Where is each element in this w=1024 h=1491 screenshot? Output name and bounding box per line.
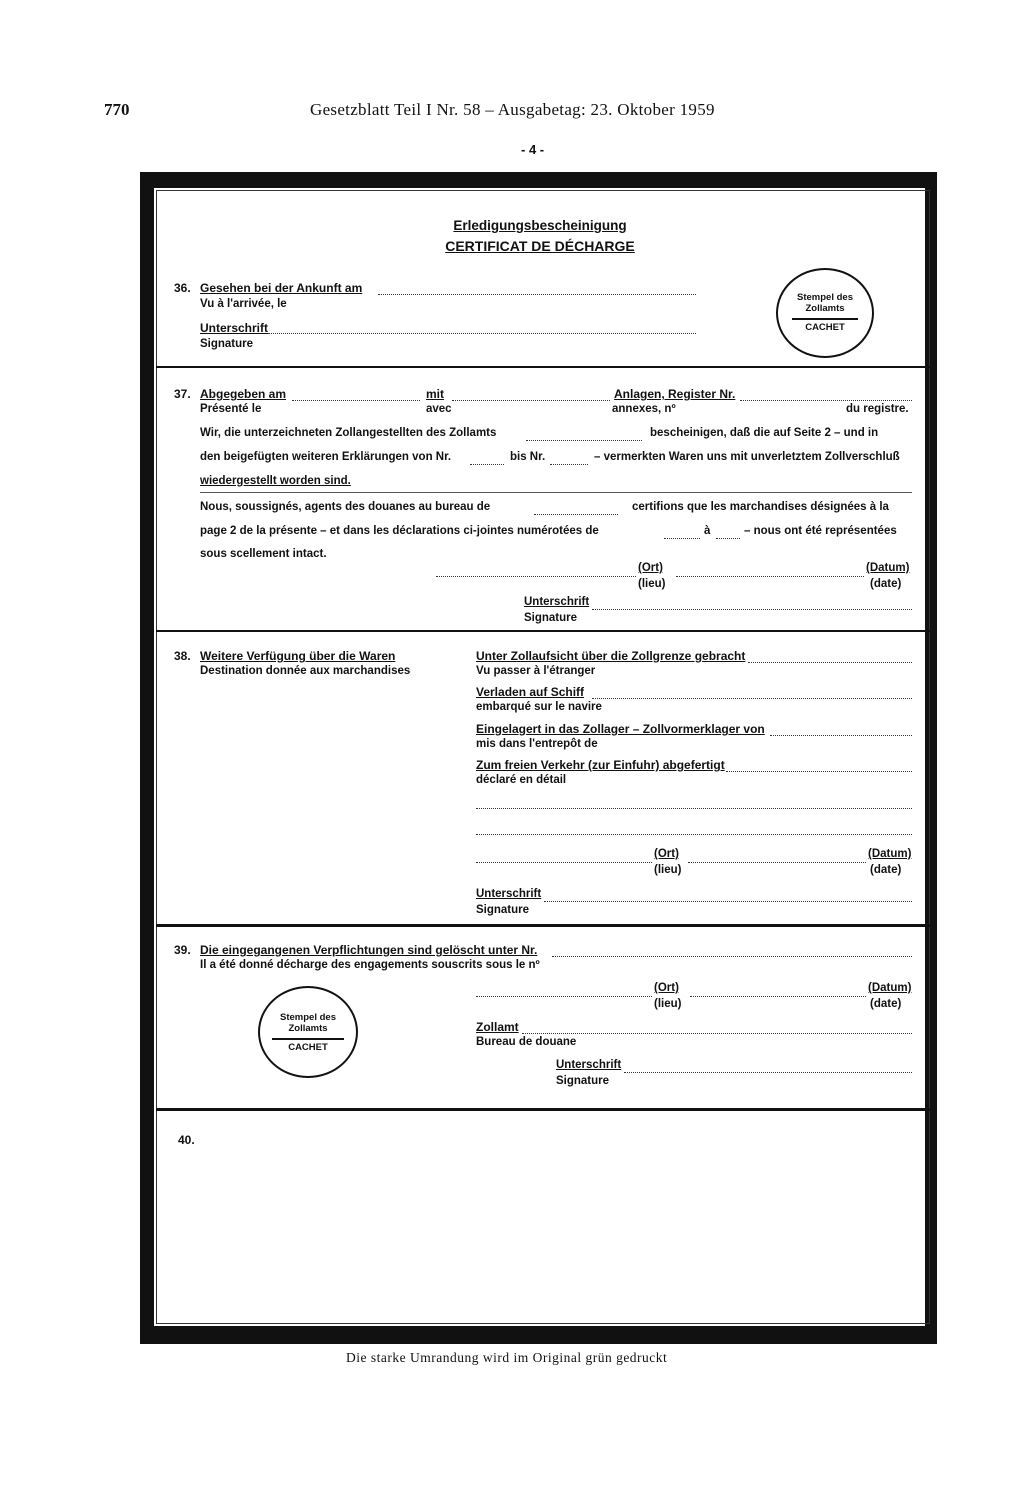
- s37-decl-to-field[interactable]: [550, 464, 588, 465]
- stamp-text-line2: Zollamts: [805, 303, 845, 314]
- s38-option-3-fr: mis dans l'entrepôt de: [476, 738, 598, 750]
- s37-annex-label: Anlagen, Register Nr.: [614, 387, 736, 401]
- s37-fr-text-1b: certifions que les marchandises désignées à la: [632, 501, 889, 513]
- section-37-number: 37.: [174, 387, 191, 401]
- s37-de-text-2a: den beigefügten weiteren Erklärungen von Nr.: [200, 451, 452, 463]
- s38-option-4: Zum freien Verkehr (zur Einfuhr) abgefertigt: [476, 758, 725, 772]
- s37-decl-from-field[interactable]: [470, 464, 504, 465]
- s37-given-label-fr: Présenté le: [200, 403, 262, 415]
- s38-place-label: (Ort): [654, 848, 679, 860]
- section-divider: [156, 630, 930, 632]
- s37-date-sign-field[interactable]: [676, 576, 864, 577]
- s37-fr-text-2b: à: [704, 525, 711, 537]
- s38-dest-label: Weitere Verfügung über die Waren: [200, 649, 396, 663]
- s38-option-4-fr: déclaré en détail: [476, 774, 567, 786]
- s38-option-1: Unter Zollaufsicht über die Zollgrenze gebracht: [476, 649, 746, 663]
- s37-language-divider: [200, 492, 912, 493]
- s38-place-field[interactable]: [476, 862, 652, 863]
- s37-date-field[interactable]: [292, 400, 420, 401]
- s38-dest-label-fr: Destination donnée aux marchandises: [200, 665, 411, 677]
- s39-date-label: (Datum): [868, 982, 912, 994]
- s38-date-label: (Datum): [868, 848, 912, 860]
- s39-place-field[interactable]: [476, 996, 652, 997]
- s38-option-2: Verladen auf Schiff: [476, 685, 585, 699]
- sheet-marker: - 4 -: [521, 142, 545, 157]
- s37-place-field[interactable]: [436, 576, 636, 577]
- s37-register-field[interactable]: [740, 400, 912, 401]
- s37-fr-to-field[interactable]: [716, 538, 740, 539]
- s39-signature-label-fr: Signature: [556, 1075, 610, 1087]
- s38-signature-label-fr: Signature: [476, 904, 530, 916]
- section-40-number: 40.: [178, 1133, 195, 1147]
- form-title-german: Erledigungsbescheinigung: [453, 218, 627, 233]
- section-36-number: 36.: [174, 281, 191, 295]
- s37-place-label: (Ort): [638, 562, 663, 574]
- section-divider: [156, 924, 930, 927]
- s39-text-fr: Il a été donné décharge des engagements souscrits sous le nº: [200, 959, 540, 971]
- s39-signature-field[interactable]: [624, 1072, 912, 1073]
- s37-signature-label: Unterschrift: [524, 596, 590, 608]
- s39-office-label: Zollamt: [476, 1020, 519, 1034]
- stamp-cachet: CACHET: [288, 1042, 328, 1053]
- s37-annex-count-field[interactable]: [452, 400, 610, 401]
- s37-de-text-3: wiedergestellt worden sind.: [200, 475, 351, 487]
- form-title-french: CERTIFICAT DE DÉCHARGE: [445, 238, 635, 254]
- gazette-header: Gesetzblatt Teil I Nr. 58 – Ausgabetag: 23. Oktober 1959: [310, 100, 715, 119]
- customs-stamp-36: [776, 268, 874, 358]
- s38-date-label-fr: (date): [870, 864, 902, 876]
- s38-option-1-field[interactable]: [748, 662, 912, 663]
- stamp-text-line1: Stempel des: [280, 1012, 336, 1023]
- s37-de-text-2c: – vermerkten Waren uns mit unverletztem Zollverschluß: [594, 451, 900, 463]
- section-39-number: 39.: [174, 943, 191, 957]
- s39-office-field[interactable]: [522, 1033, 912, 1034]
- s37-with-label: mit: [426, 387, 444, 401]
- s38-option-4-field[interactable]: [726, 771, 912, 772]
- s36-seen-label: Gesehen bei der Ankunft am: [200, 281, 363, 295]
- s39-text-de: Die eingegangenen Verpflichtungen sind gelöscht unter Nr.: [200, 943, 538, 957]
- stamp-text-line2: Zollamts: [288, 1023, 328, 1034]
- s38-option-2-fr: embarqué sur le navire: [476, 701, 602, 713]
- s37-with-label-fr: avec: [426, 403, 452, 415]
- customs-stamp-39: [258, 986, 358, 1078]
- s39-date-field[interactable]: [690, 996, 866, 997]
- s37-date-label-fr: (date): [870, 578, 902, 590]
- s37-fr-from-field[interactable]: [664, 538, 700, 539]
- s37-annex-label-fr: annexes, nº: [612, 403, 676, 415]
- s39-number-field[interactable]: [552, 956, 912, 957]
- s36-signature-field[interactable]: [268, 333, 696, 334]
- s39-signature-label: Unterschrift: [556, 1059, 622, 1071]
- form-inner-border: [156, 190, 930, 1324]
- s37-given-label: Abgegeben am: [200, 387, 287, 401]
- s37-customs-office-field[interactable]: [526, 440, 642, 441]
- s37-place-label-fr: (lieu): [638, 578, 666, 590]
- footer-note: Die starke Umrandung wird im Original grün gedruckt: [346, 1350, 668, 1365]
- s36-arrival-date-field[interactable]: [378, 294, 696, 295]
- s38-option-3: Eingelagert in das Zollager – Zollvormerklager von: [476, 722, 765, 736]
- s37-de-text-2b: bis Nr.: [510, 451, 546, 463]
- s36-signature-label-fr: Signature: [200, 338, 254, 350]
- s37-de-text-1a: Wir, die unterzeichneten Zollangestellten des Zollamts: [200, 427, 497, 439]
- section-divider: [156, 1108, 930, 1111]
- stamp-divider: [272, 1038, 344, 1040]
- s38-extra-line-2[interactable]: [476, 834, 912, 835]
- s37-signature-label-fr: Signature: [524, 612, 578, 624]
- s38-signature-label: Unterschrift: [476, 888, 542, 900]
- s38-option-1-fr: Vu passer à l'étranger: [476, 665, 596, 677]
- s37-fr-text-2c: – nous ont été représentées: [744, 525, 897, 537]
- s37-de-text-1b: bescheinigen, daß die auf Seite 2 – und in: [650, 427, 879, 439]
- s37-fr-text-1a: Nous, soussignés, agents des douanes au bureau de: [200, 501, 491, 513]
- s37-date-label: (Datum): [866, 562, 910, 574]
- s37-register-fr: du registre.: [846, 403, 909, 415]
- s39-place-label-fr: (lieu): [654, 998, 682, 1010]
- stamp-text-line1: Stempel des: [797, 292, 853, 303]
- page-number: 770: [104, 100, 130, 119]
- s36-seen-label-fr: Vu à l'arrivée, le: [200, 298, 287, 310]
- s36-signature-label: Unterschrift: [200, 321, 269, 335]
- s37-fr-text-3: sous scellement intact.: [200, 548, 327, 560]
- s38-date-field[interactable]: [688, 862, 866, 863]
- s38-place-label-fr: (lieu): [654, 864, 682, 876]
- s37-fr-text-2a: page 2 de la présente – et dans les déclarations ci-jointes numérotées de: [200, 525, 599, 537]
- section-38-number: 38.: [174, 649, 191, 663]
- s37-fr-office-field[interactable]: [534, 514, 618, 515]
- stamp-cachet: CACHET: [805, 322, 845, 333]
- section-divider: [156, 366, 930, 368]
- s38-extra-line-1[interactable]: [476, 808, 912, 809]
- s37-signature-field[interactable]: [592, 609, 912, 610]
- s38-ship-field[interactable]: [592, 698, 912, 699]
- s38-warehouse-field[interactable]: [770, 735, 912, 736]
- s39-place-label: (Ort): [654, 982, 679, 994]
- stamp-divider: [792, 318, 858, 320]
- s38-signature-field[interactable]: [544, 901, 912, 902]
- s39-date-label-fr: (date): [870, 998, 902, 1010]
- s39-office-label-fr: Bureau de douane: [476, 1036, 577, 1048]
